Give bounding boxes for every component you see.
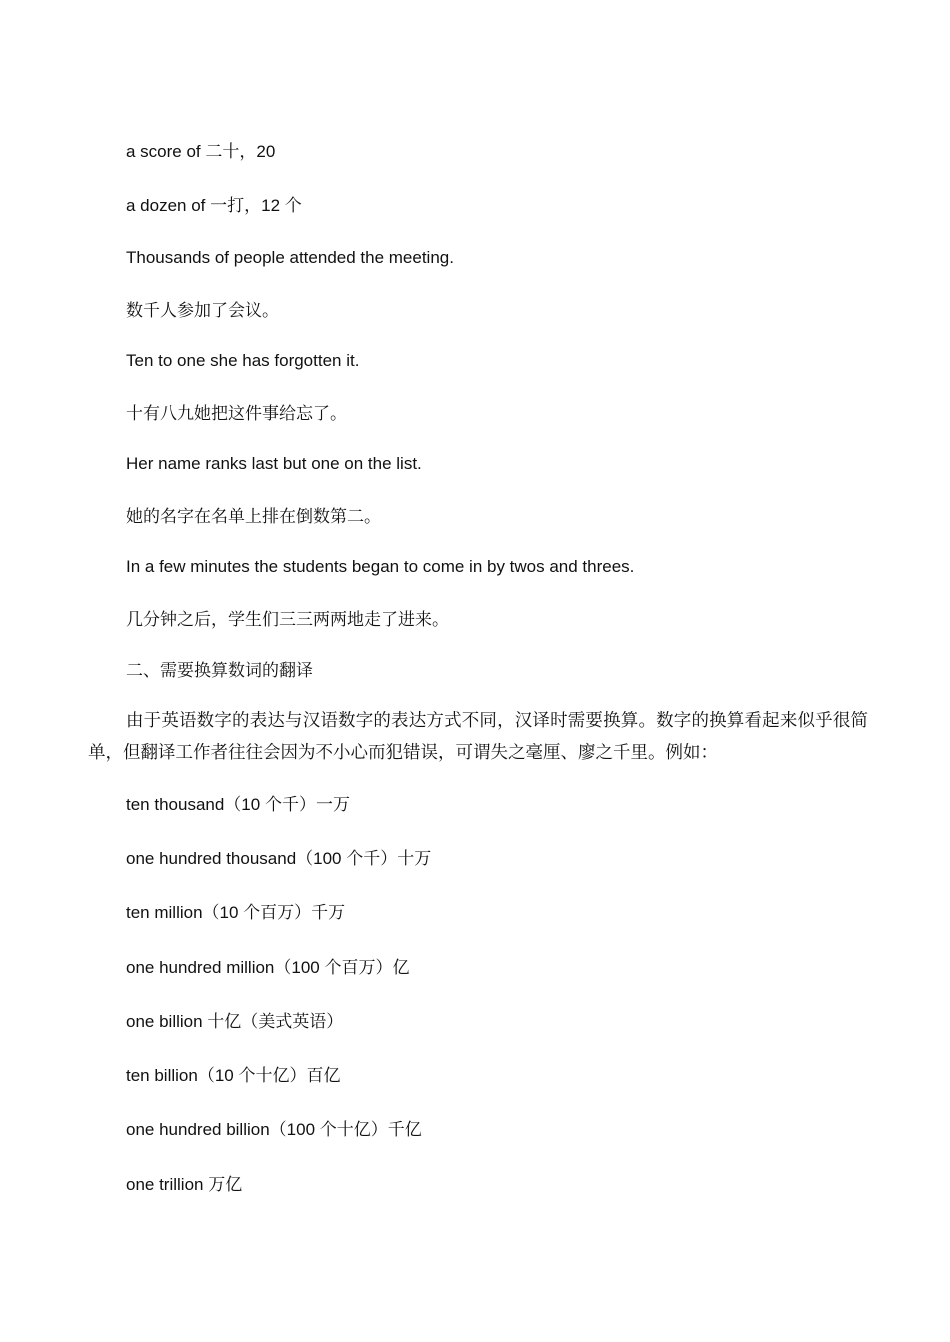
body-paragraph: 由于英语数字的表达与汉语数字的表达方式不同，汉译时需要换算。数字的换算看起来似乎很简单，但翻译工作者往往会因为不小心而犯错误，可谓失之毫厘、廖之千里。例如： (88, 711, 868, 763)
text-line: 几分钟之后，学生们三三两两地走了进来。 (126, 610, 449, 630)
text-line: In a few minutes the students began to come in by twos and threes. (126, 557, 635, 576)
section-heading: 二、需要换算数词的翻译 (126, 661, 313, 681)
example-line: one billion 十亿（美式英语） (126, 1012, 344, 1031)
text-line: 她的名字在名单上排在倒数第二。 (126, 507, 381, 527)
text-line: Ten to one she has forgotten it. (126, 351, 360, 370)
example-line: one hundred billion（100 个十亿）千亿 (126, 1120, 422, 1139)
example-line: one hundred thousand（100 个千）十万 (126, 849, 432, 868)
example-line: ten million（10 个百万）千万 (126, 903, 346, 922)
text-line: Her name ranks last but one on the list. (126, 454, 422, 473)
text-line: a dozen of 一打，12 个 (126, 196, 302, 215)
text-line: Thousands of people attended the meeting. (126, 248, 454, 267)
example-line: one trillion 万亿 (126, 1175, 243, 1194)
example-line: ten thousand（10 个千）一万 (126, 795, 350, 814)
text-line: a score of 二十，20 (126, 142, 276, 161)
text-line: 数千人参加了会议。 (126, 301, 279, 321)
text-line: 十有八九她把这件事给忘了。 (126, 404, 347, 424)
example-line: one hundred million（100 个百万）亿 (126, 958, 410, 977)
example-line: ten billion（10 个十亿）百亿 (126, 1066, 341, 1085)
